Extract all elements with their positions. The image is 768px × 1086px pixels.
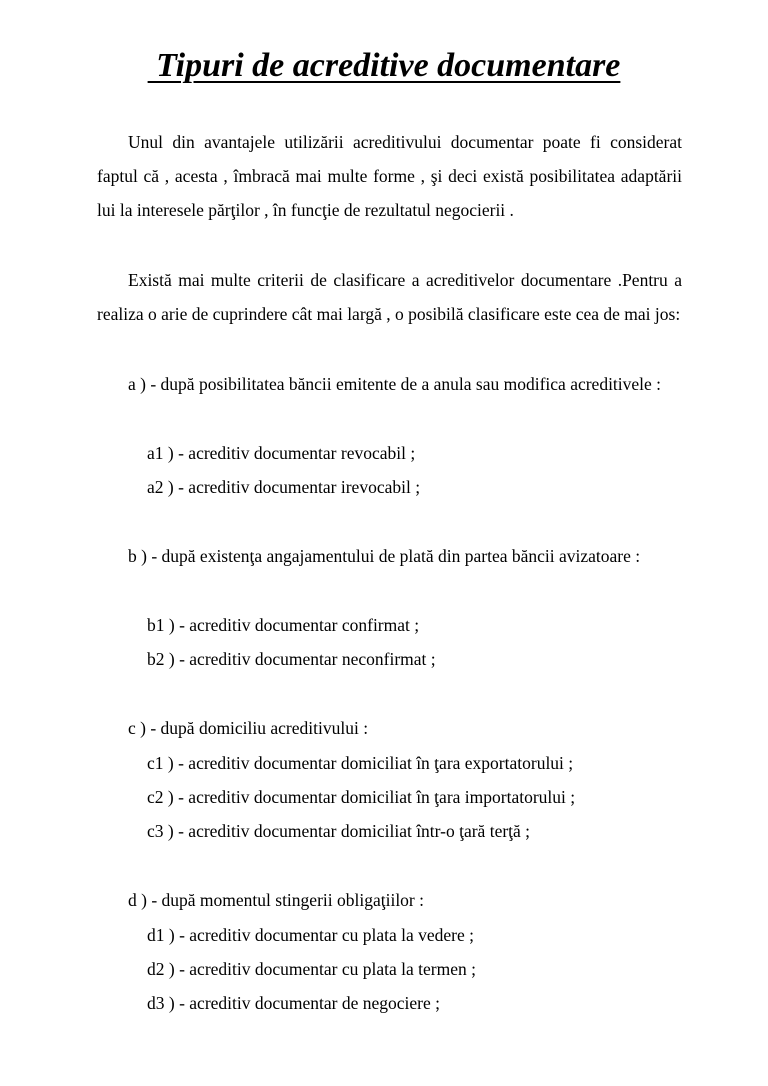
section-d-item: d3 ) - acreditiv documentar de negociere ; (147, 993, 440, 1013)
section-d-item: d1 ) - acreditiv documentar cu plata la vedere ; (147, 925, 474, 945)
section-c-item: c2 ) - acreditiv documentar domiciliat în ţara importatorului ; (147, 787, 576, 807)
section-c-item: c3 ) - acreditiv documentar domiciliat într-o ţară terţă ; (147, 821, 531, 841)
section-c-item: c1 ) - acreditiv documentar domiciliat în ţara exportatorului ; (147, 753, 574, 773)
section-a-heading: a ) - după posibilitatea băncii emitente de a anula sau modifica acreditivele : (128, 374, 662, 394)
criteria-paragraph: Există mai multe criterii de clasificare a acreditivelor documentare .Pentru a realiza o arie de cuprindere cât mai largă , o posibilă clasificare este cea de mai jos: (97, 270, 682, 324)
section-b-item: b2 ) - acreditiv documentar neconfirmat ; (147, 649, 436, 669)
document-title-text: Tipuri de acreditive documentare (147, 47, 621, 84)
section-d-item: d2 ) - acreditiv documentar cu plata la termen ; (147, 959, 476, 979)
document-title (0, 44, 768, 88)
section-b-item: b1 ) - acreditiv documentar confirmat ; (147, 615, 420, 635)
section-c-heading: c ) - după domiciliu acreditivului : (128, 718, 369, 738)
section-a-item: a1 ) - acreditiv documentar revocabil ; (147, 443, 416, 463)
intro-paragraph: Unul din avantajele utilizării acreditivului documentar poate fi considerat faptul că , acesta , îmbracă mai multe forme , şi deci există posibilitatea adaptării lui la interesele părţilor , în funcţie de rezultatul negocierii . (97, 132, 682, 220)
section-b-heading: b ) - după existenţa angajamentului de plată din partea băncii avizatoare : (128, 546, 641, 566)
section-d-heading: d ) - după momentul stingerii obligaţiilor : (128, 890, 424, 910)
section-a-item: a2 ) - acreditiv documentar irevocabil ; (147, 477, 421, 497)
